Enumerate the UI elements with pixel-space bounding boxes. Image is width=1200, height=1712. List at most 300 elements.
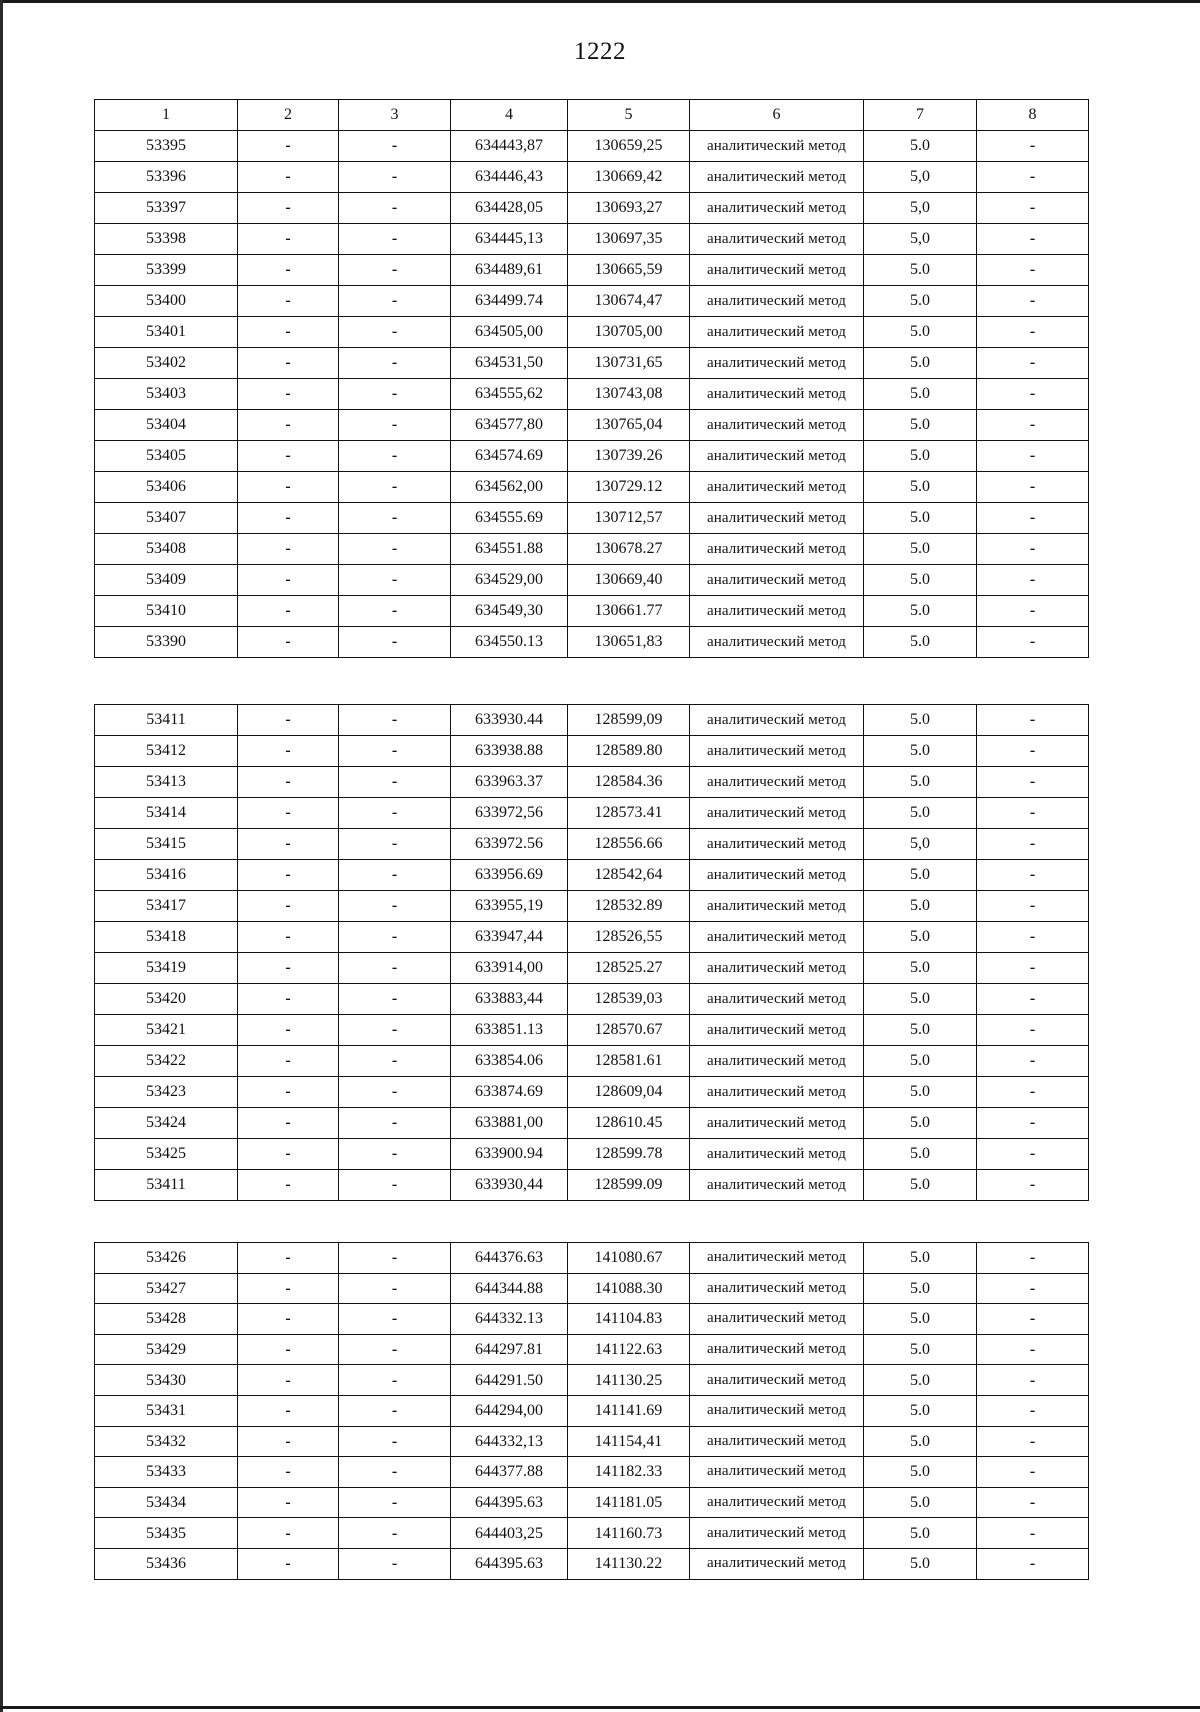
table-header-row xyxy=(95,100,1089,131)
point-number-cell: 53395 xyxy=(95,131,238,162)
col2-value-cell: - xyxy=(238,255,339,286)
x-coordinate-cell: 644403,25 xyxy=(451,1518,568,1549)
col8-value-cell: - xyxy=(977,1304,1089,1335)
x-coordinate-cell: 633883,44 xyxy=(451,984,568,1015)
column-header-2: 2 xyxy=(238,100,339,131)
y-coordinate-cell: 130651,83 xyxy=(568,627,690,658)
point-number-cell: 53423 xyxy=(95,1077,238,1108)
col8-value-cell: - xyxy=(977,503,1089,534)
y-coordinate-cell: 130678.27 xyxy=(568,534,690,565)
y-coordinate-cell: 128599.09 xyxy=(568,1170,690,1201)
table-row xyxy=(95,348,1089,379)
col3-value-cell: - xyxy=(339,736,451,767)
point-number-cell: 53435 xyxy=(95,1518,238,1549)
col8-value-cell: - xyxy=(977,1457,1089,1488)
x-coordinate-cell: 634531,50 xyxy=(451,348,568,379)
table-row xyxy=(95,596,1089,627)
table-row xyxy=(95,1046,1089,1077)
col8-value-cell: - xyxy=(977,1395,1089,1426)
x-coordinate-cell: 644291.50 xyxy=(451,1365,568,1396)
accuracy-cell: 5.0 xyxy=(864,922,977,953)
col2-value-cell: - xyxy=(238,767,339,798)
col8-value-cell: - xyxy=(977,317,1089,348)
method-cell: аналитический метод xyxy=(690,131,864,162)
y-coordinate-cell: 130731,65 xyxy=(568,348,690,379)
col2-value-cell: - xyxy=(238,1077,339,1108)
method-cell: аналитический метод xyxy=(690,829,864,860)
point-number-cell: 53404 xyxy=(95,410,238,441)
col8-value-cell: - xyxy=(977,1273,1089,1304)
column-header-4: 4 xyxy=(451,100,568,131)
col8-value-cell: - xyxy=(977,1334,1089,1365)
x-coordinate-cell: 644395.63 xyxy=(451,1548,568,1579)
table-row xyxy=(95,131,1089,162)
x-coordinate-cell: 634499.74 xyxy=(451,286,568,317)
method-cell: аналитический метод xyxy=(690,348,864,379)
col2-value-cell: - xyxy=(238,410,339,441)
x-coordinate-cell: 634445,13 xyxy=(451,224,568,255)
col8-value-cell: - xyxy=(977,596,1089,627)
y-coordinate-cell: 141130.25 xyxy=(568,1365,690,1396)
accuracy-cell: 5.0 xyxy=(864,1046,977,1077)
x-coordinate-cell: 644377.88 xyxy=(451,1457,568,1488)
col3-value-cell: - xyxy=(339,472,451,503)
x-coordinate-cell: 634443,87 xyxy=(451,131,568,162)
accuracy-cell: 5.0 xyxy=(864,798,977,829)
table-row xyxy=(95,1548,1089,1579)
y-coordinate-cell: 130661.77 xyxy=(568,596,690,627)
accuracy-cell: 5,0 xyxy=(864,193,977,224)
col3-value-cell: - xyxy=(339,1243,451,1274)
table-row xyxy=(95,627,1089,658)
col8-value-cell: - xyxy=(977,736,1089,767)
coordinates-table-1 xyxy=(94,99,1089,658)
method-cell: аналитический метод xyxy=(690,1548,864,1579)
table-row xyxy=(95,984,1089,1015)
col2-value-cell: - xyxy=(238,1426,339,1457)
col2-value-cell: - xyxy=(238,503,339,534)
x-coordinate-cell: 633881,00 xyxy=(451,1108,568,1139)
y-coordinate-cell: 141104.83 xyxy=(568,1304,690,1335)
y-coordinate-cell: 141181.05 xyxy=(568,1487,690,1518)
y-coordinate-cell: 128573.41 xyxy=(568,798,690,829)
col3-value-cell: - xyxy=(339,984,451,1015)
method-cell: аналитический метод xyxy=(690,503,864,534)
x-coordinate-cell: 633963.37 xyxy=(451,767,568,798)
col2-value-cell: - xyxy=(238,736,339,767)
accuracy-cell: 5.0 xyxy=(864,627,977,658)
accuracy-cell: 5.0 xyxy=(864,984,977,1015)
method-cell: аналитический метод xyxy=(690,565,864,596)
point-number-cell: 53425 xyxy=(95,1139,238,1170)
col8-value-cell: - xyxy=(977,953,1089,984)
col2-value-cell: - xyxy=(238,798,339,829)
point-number-cell: 53402 xyxy=(95,348,238,379)
method-cell: аналитический метод xyxy=(690,1487,864,1518)
col8-value-cell: - xyxy=(977,1170,1089,1201)
y-coordinate-cell: 130712,57 xyxy=(568,503,690,534)
accuracy-cell: 5.0 xyxy=(864,1334,977,1365)
x-coordinate-cell: 634446,43 xyxy=(451,162,568,193)
col8-value-cell: - xyxy=(977,1487,1089,1518)
y-coordinate-cell: 128542,64 xyxy=(568,860,690,891)
table-row xyxy=(95,798,1089,829)
y-coordinate-cell: 128581.61 xyxy=(568,1046,690,1077)
point-number-cell: 53433 xyxy=(95,1457,238,1488)
accuracy-cell: 5.0 xyxy=(864,891,977,922)
y-coordinate-cell: 130729.12 xyxy=(568,472,690,503)
table-row xyxy=(95,736,1089,767)
accuracy-cell: 5.0 xyxy=(864,379,977,410)
accuracy-cell: 5.0 xyxy=(864,1365,977,1396)
point-number-cell: 53403 xyxy=(95,379,238,410)
x-coordinate-cell: 634529,00 xyxy=(451,565,568,596)
x-coordinate-cell: 634562,00 xyxy=(451,472,568,503)
x-coordinate-cell: 644376.63 xyxy=(451,1243,568,1274)
col3-value-cell: - xyxy=(339,705,451,736)
y-coordinate-cell: 141130.22 xyxy=(568,1548,690,1579)
col8-value-cell: - xyxy=(977,1243,1089,1274)
y-coordinate-cell: 130665,59 xyxy=(568,255,690,286)
x-coordinate-cell: 644332.13 xyxy=(451,1304,568,1335)
method-cell: аналитический метод xyxy=(690,1273,864,1304)
x-coordinate-cell: 633854.06 xyxy=(451,1046,568,1077)
col3-value-cell: - xyxy=(339,379,451,410)
col3-value-cell: - xyxy=(339,1426,451,1457)
table-row xyxy=(95,441,1089,472)
table-row xyxy=(95,860,1089,891)
col3-value-cell: - xyxy=(339,627,451,658)
col3-value-cell: - xyxy=(339,1457,451,1488)
col2-value-cell: - xyxy=(238,1548,339,1579)
method-cell: аналитический метод xyxy=(690,410,864,441)
col3-value-cell: - xyxy=(339,286,451,317)
x-coordinate-cell: 634428,05 xyxy=(451,193,568,224)
col2-value-cell: - xyxy=(238,224,339,255)
table-row xyxy=(95,503,1089,534)
table-row xyxy=(95,922,1089,953)
method-cell: аналитический метод xyxy=(690,627,864,658)
x-coordinate-cell: 633938.88 xyxy=(451,736,568,767)
method-cell: аналитический метод xyxy=(690,860,864,891)
point-number-cell: 53411 xyxy=(95,705,238,736)
point-number-cell: 53419 xyxy=(95,953,238,984)
col3-value-cell: - xyxy=(339,891,451,922)
col2-value-cell: - xyxy=(238,1243,339,1274)
accuracy-cell: 5.0 xyxy=(864,1015,977,1046)
x-coordinate-cell: 633930,44 xyxy=(451,1170,568,1201)
x-coordinate-cell: 633947,44 xyxy=(451,922,568,953)
point-number-cell: 53398 xyxy=(95,224,238,255)
y-coordinate-cell: 141080.67 xyxy=(568,1243,690,1274)
x-coordinate-cell: 644344.88 xyxy=(451,1273,568,1304)
y-coordinate-cell: 141154,41 xyxy=(568,1426,690,1457)
table-row xyxy=(95,953,1089,984)
col8-value-cell: - xyxy=(977,984,1089,1015)
point-number-cell: 53417 xyxy=(95,891,238,922)
y-coordinate-cell: 141141.69 xyxy=(568,1395,690,1426)
y-coordinate-cell: 128525.27 xyxy=(568,953,690,984)
y-coordinate-cell: 128609,04 xyxy=(568,1077,690,1108)
method-cell: аналитический метод xyxy=(690,193,864,224)
col8-value-cell: - xyxy=(977,1548,1089,1579)
col3-value-cell: - xyxy=(339,1334,451,1365)
accuracy-cell: 5.0 xyxy=(864,860,977,891)
table-row xyxy=(95,286,1089,317)
x-coordinate-cell: 633851.13 xyxy=(451,1015,568,1046)
x-coordinate-cell: 634551.88 xyxy=(451,534,568,565)
col2-value-cell: - xyxy=(238,953,339,984)
col3-value-cell: - xyxy=(339,922,451,953)
y-coordinate-cell: 128599.78 xyxy=(568,1139,690,1170)
x-coordinate-cell: 634549,30 xyxy=(451,596,568,627)
scan-border-left xyxy=(0,0,3,1712)
table-row xyxy=(95,193,1089,224)
method-cell: аналитический метод xyxy=(690,286,864,317)
method-cell: аналитический метод xyxy=(690,1395,864,1426)
x-coordinate-cell: 644294,00 xyxy=(451,1395,568,1426)
accuracy-cell: 5.0 xyxy=(864,953,977,984)
col8-value-cell: - xyxy=(977,162,1089,193)
method-cell: аналитический метод xyxy=(690,705,864,736)
col2-value-cell: - xyxy=(238,860,339,891)
col2-value-cell: - xyxy=(238,1518,339,1549)
col8-value-cell: - xyxy=(977,1015,1089,1046)
x-coordinate-cell: 633955,19 xyxy=(451,891,568,922)
accuracy-cell: 5.0 xyxy=(864,286,977,317)
method-cell: аналитический метод xyxy=(690,1518,864,1549)
table-row xyxy=(95,317,1089,348)
accuracy-cell: 5.0 xyxy=(864,410,977,441)
col2-value-cell: - xyxy=(238,1273,339,1304)
col2-value-cell: - xyxy=(238,1334,339,1365)
col3-value-cell: - xyxy=(339,255,451,286)
col3-value-cell: - xyxy=(339,767,451,798)
col2-value-cell: - xyxy=(238,1457,339,1488)
accuracy-cell: 5.0 xyxy=(864,1395,977,1426)
accuracy-cell: 5.0 xyxy=(864,596,977,627)
x-coordinate-cell: 634555.69 xyxy=(451,503,568,534)
point-number-cell: 53420 xyxy=(95,984,238,1015)
col3-value-cell: - xyxy=(339,410,451,441)
table-row xyxy=(95,1243,1089,1274)
col8-value-cell: - xyxy=(977,286,1089,317)
method-cell: аналитический метод xyxy=(690,472,864,503)
accuracy-cell: 5.0 xyxy=(864,1487,977,1518)
page-number: 1222 xyxy=(574,38,626,65)
table-row xyxy=(95,1108,1089,1139)
method-cell: аналитический метод xyxy=(690,1304,864,1335)
method-cell: аналитический метод xyxy=(690,1077,864,1108)
y-coordinate-cell: 130674,47 xyxy=(568,286,690,317)
method-cell: аналитический метод xyxy=(690,1046,864,1077)
x-coordinate-cell: 633972,56 xyxy=(451,798,568,829)
accuracy-cell: 5.0 xyxy=(864,472,977,503)
col8-value-cell: - xyxy=(977,829,1089,860)
col3-value-cell: - xyxy=(339,860,451,891)
table-row xyxy=(95,1365,1089,1396)
point-number-cell: 53429 xyxy=(95,1334,238,1365)
point-number-cell: 53412 xyxy=(95,736,238,767)
table-row xyxy=(95,534,1089,565)
method-cell: аналитический метод xyxy=(690,1334,864,1365)
table-row xyxy=(95,472,1089,503)
col2-value-cell: - xyxy=(238,1395,339,1426)
col8-value-cell: - xyxy=(977,348,1089,379)
point-number-cell: 53415 xyxy=(95,829,238,860)
col3-value-cell: - xyxy=(339,534,451,565)
point-number-cell: 53401 xyxy=(95,317,238,348)
col3-value-cell: - xyxy=(339,162,451,193)
accuracy-cell: 5.0 xyxy=(864,441,977,472)
accuracy-cell: 5.0 xyxy=(864,705,977,736)
y-coordinate-cell: 130697,35 xyxy=(568,224,690,255)
method-cell: аналитический метод xyxy=(690,1108,864,1139)
col3-value-cell: - xyxy=(339,1170,451,1201)
accuracy-cell: 5.0 xyxy=(864,767,977,798)
method-cell: аналитический метод xyxy=(690,441,864,472)
col8-value-cell: - xyxy=(977,1139,1089,1170)
col2-value-cell: - xyxy=(238,379,339,410)
col2-value-cell: - xyxy=(238,829,339,860)
column-header-6: 6 xyxy=(690,100,864,131)
accuracy-cell: 5.0 xyxy=(864,1170,977,1201)
method-cell: аналитический метод xyxy=(690,224,864,255)
col8-value-cell: - xyxy=(977,1365,1089,1396)
point-number-cell: 53399 xyxy=(95,255,238,286)
col2-value-cell: - xyxy=(238,286,339,317)
point-number-cell: 53410 xyxy=(95,596,238,627)
table-row xyxy=(95,162,1089,193)
col2-value-cell: - xyxy=(238,131,339,162)
y-coordinate-cell: 128610.45 xyxy=(568,1108,690,1139)
accuracy-cell: 5.0 xyxy=(864,1108,977,1139)
col2-value-cell: - xyxy=(238,1304,339,1335)
table-row xyxy=(95,1077,1089,1108)
col8-value-cell: - xyxy=(977,891,1089,922)
accuracy-cell: 5.0 xyxy=(864,131,977,162)
table-row xyxy=(95,410,1089,441)
col8-value-cell: - xyxy=(977,565,1089,596)
col3-value-cell: - xyxy=(339,1139,451,1170)
table-row xyxy=(95,829,1089,860)
table-row xyxy=(95,1457,1089,1488)
col2-value-cell: - xyxy=(238,1046,339,1077)
method-cell: аналитический метод xyxy=(690,767,864,798)
point-number-cell: 53406 xyxy=(95,472,238,503)
y-coordinate-cell: 130669,42 xyxy=(568,162,690,193)
col2-value-cell: - xyxy=(238,705,339,736)
col2-value-cell: - xyxy=(238,472,339,503)
accuracy-cell: 5,0 xyxy=(864,829,977,860)
col8-value-cell: - xyxy=(977,534,1089,565)
col3-value-cell: - xyxy=(339,1108,451,1139)
method-cell: аналитический метод xyxy=(690,317,864,348)
table-row xyxy=(95,1170,1089,1201)
y-coordinate-cell: 130765,04 xyxy=(568,410,690,441)
method-cell: аналитический метод xyxy=(690,1139,864,1170)
col3-value-cell: - xyxy=(339,1365,451,1396)
x-coordinate-cell: 644332,13 xyxy=(451,1426,568,1457)
col3-value-cell: - xyxy=(339,1548,451,1579)
col2-value-cell: - xyxy=(238,1487,339,1518)
accuracy-cell: 5,0 xyxy=(864,224,977,255)
y-coordinate-cell: 128526,55 xyxy=(568,922,690,953)
table-row xyxy=(95,379,1089,410)
col8-value-cell: - xyxy=(977,1077,1089,1108)
table-row xyxy=(95,565,1089,596)
col3-value-cell: - xyxy=(339,565,451,596)
table-row xyxy=(95,1487,1089,1518)
coordinates-table-2 xyxy=(94,704,1089,1201)
column-header-7: 7 xyxy=(864,100,977,131)
table-row xyxy=(95,1395,1089,1426)
accuracy-cell: 5.0 xyxy=(864,1077,977,1108)
col2-value-cell: - xyxy=(238,348,339,379)
col8-value-cell: - xyxy=(977,860,1089,891)
col3-value-cell: - xyxy=(339,1077,451,1108)
point-number-cell: 53400 xyxy=(95,286,238,317)
col3-value-cell: - xyxy=(339,193,451,224)
y-coordinate-cell: 130693,27 xyxy=(568,193,690,224)
x-coordinate-cell: 634550.13 xyxy=(451,627,568,658)
x-coordinate-cell: 644395.63 xyxy=(451,1487,568,1518)
col2-value-cell: - xyxy=(238,1365,339,1396)
col8-value-cell: - xyxy=(977,224,1089,255)
method-cell: аналитический метод xyxy=(690,1365,864,1396)
col3-value-cell: - xyxy=(339,1395,451,1426)
y-coordinate-cell: 141182.33 xyxy=(568,1457,690,1488)
y-coordinate-cell: 130669,40 xyxy=(568,565,690,596)
method-cell: аналитический метод xyxy=(690,798,864,829)
x-coordinate-cell: 633956.69 xyxy=(451,860,568,891)
accuracy-cell: 5.0 xyxy=(864,1426,977,1457)
y-coordinate-cell: 128589.80 xyxy=(568,736,690,767)
point-number-cell: 53418 xyxy=(95,922,238,953)
point-number-cell: 53422 xyxy=(95,1046,238,1077)
point-number-cell: 53407 xyxy=(95,503,238,534)
table-row xyxy=(95,1139,1089,1170)
table-row xyxy=(95,891,1089,922)
point-number-cell: 53396 xyxy=(95,162,238,193)
y-coordinate-cell: 130659,25 xyxy=(568,131,690,162)
col8-value-cell: - xyxy=(977,1108,1089,1139)
col2-value-cell: - xyxy=(238,1170,339,1201)
col8-value-cell: - xyxy=(977,798,1089,829)
accuracy-cell: 5.0 xyxy=(864,255,977,286)
col3-value-cell: - xyxy=(339,1273,451,1304)
col3-value-cell: - xyxy=(339,829,451,860)
scan-border-top xyxy=(0,0,1200,3)
column-header-3: 3 xyxy=(339,100,451,131)
accuracy-cell: 5.0 xyxy=(864,1518,977,1549)
table-row xyxy=(95,705,1089,736)
col3-value-cell: - xyxy=(339,348,451,379)
method-cell: аналитический метод xyxy=(690,534,864,565)
table-row xyxy=(95,255,1089,286)
col3-value-cell: - xyxy=(339,1046,451,1077)
col8-value-cell: - xyxy=(977,131,1089,162)
x-coordinate-cell: 633900.94 xyxy=(451,1139,568,1170)
col3-value-cell: - xyxy=(339,317,451,348)
col3-value-cell: - xyxy=(339,224,451,255)
col3-value-cell: - xyxy=(339,953,451,984)
col2-value-cell: - xyxy=(238,565,339,596)
point-number-cell: 53432 xyxy=(95,1426,238,1457)
accuracy-cell: 5.0 xyxy=(864,503,977,534)
col2-value-cell: - xyxy=(238,891,339,922)
method-cell: аналитический метод xyxy=(690,596,864,627)
